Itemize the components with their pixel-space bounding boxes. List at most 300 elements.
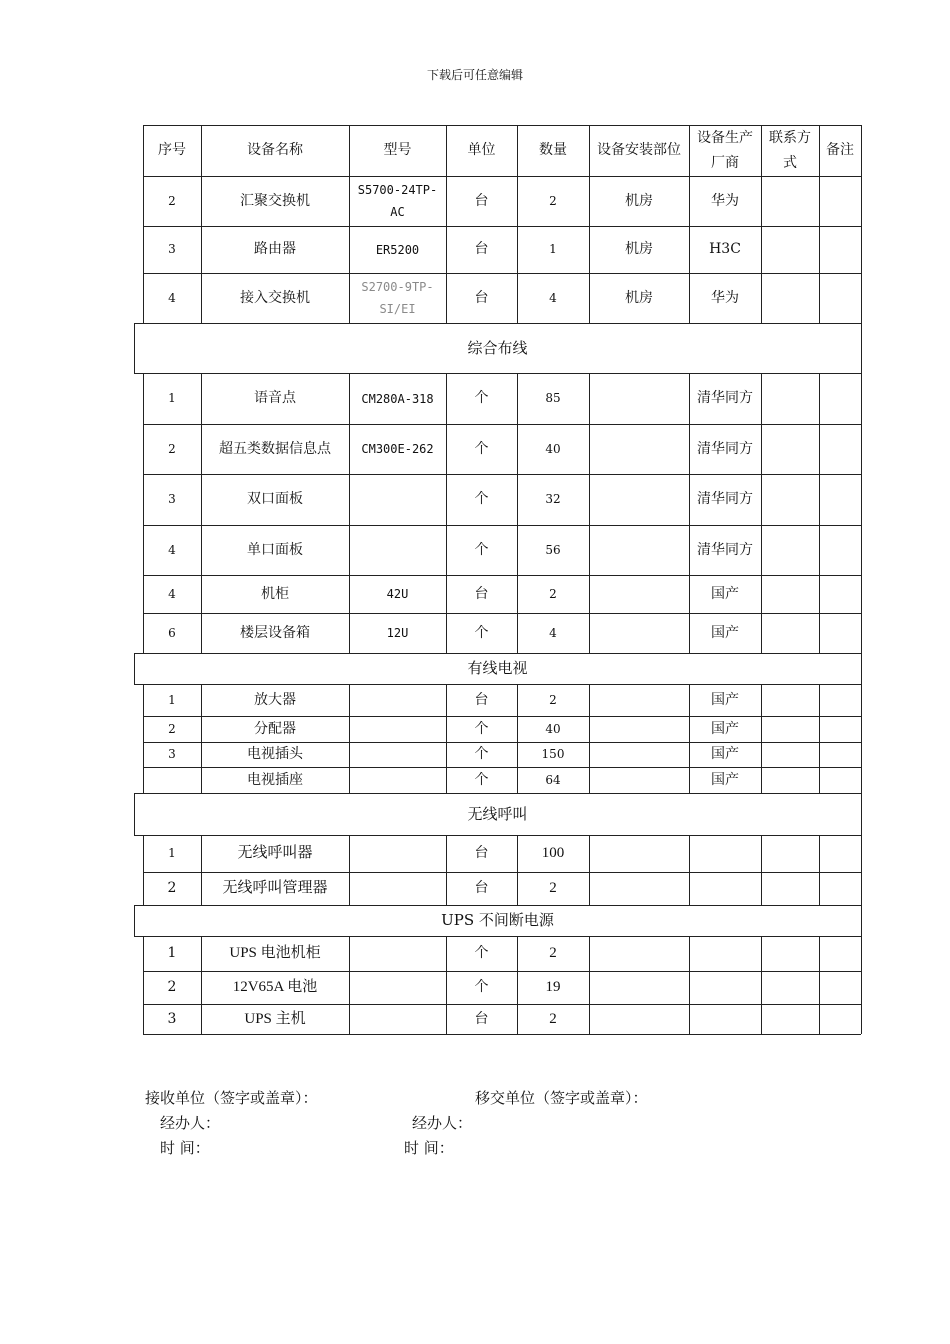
table-cell-model: S5700-24TP-AC [357,183,438,219]
table-cell-maker: 国产 [711,624,739,641]
table-cell-qty: 56 [545,542,561,557]
column-header: 备注 [826,142,854,158]
table-cell-qty: 85 [545,391,561,405]
table-cell-maker [689,1004,761,1034]
handler-label-receiver: 经办人： [160,1114,221,1132]
table-rule [861,226,862,273]
table-rule [819,424,820,474]
table-cell-model [349,525,446,575]
table-rule [446,474,447,525]
table-rule [819,176,820,226]
table-cell-model: S2700-9TP-SI/EI [361,280,434,316]
table-cell-maker: 国产 [711,585,739,602]
table-rule [861,716,862,742]
table-cell-maker [689,835,761,872]
table-cell-name: 无线呼叫器 [237,845,313,861]
column-header: 序号 [158,142,186,158]
table-rule [689,424,690,474]
table-rule [349,971,350,1004]
table-cell-loc [589,835,689,872]
table-rule [761,684,762,716]
table-cell-unit: 个 [474,491,489,507]
table-cell-no: 3 [168,492,176,506]
table-rule [689,125,690,176]
table-rule [589,767,590,793]
table-rule [143,684,144,716]
table-rule [819,936,820,971]
column-header: 联系方式 [769,129,811,171]
table-rule [517,1004,518,1034]
table-cell-loc [589,971,689,1004]
time-label-transfer: 时 间： [404,1139,454,1157]
table-rule [861,653,862,684]
table-rule [446,971,447,1004]
table-rule [689,716,690,742]
table-rule [143,872,144,905]
table-cell-maker: 清华同方 [697,491,753,507]
table-cell-maker: 国产 [711,746,739,762]
table-cell-maker: 国产 [711,691,739,708]
table-rule [446,767,447,793]
table-rule [201,613,202,653]
table-rule [143,125,861,126]
table-rule [819,575,820,613]
table-rule [517,525,518,575]
table-rule [819,716,820,742]
table-rule [819,373,820,424]
column-header: 单位 [467,142,496,158]
table-cell-qty: 40 [545,441,561,456]
table-rule [761,742,762,767]
table-cell-no: 1 [168,391,176,405]
table-rule [349,176,350,226]
table-cell-unit: 台 [474,1010,489,1027]
table-cell-loc [589,424,689,474]
table-rule [861,373,862,424]
table-rule [349,936,350,971]
table-rule [761,835,762,872]
table-rule [349,716,350,742]
table-rule [861,872,862,905]
table-cell-model [349,1004,446,1034]
table-rule [143,176,144,226]
table-rule [589,373,590,424]
table-cell-no: 4 [168,586,176,601]
table-rule [446,684,447,716]
table-cell-qty: 64 [545,772,561,787]
table-cell-name: 超五类数据信息点 [219,440,331,457]
table-rule [819,872,820,905]
table-cell-no: 1 [168,846,176,860]
table-cell-qty: 40 [545,721,561,736]
table-rule [349,226,350,273]
table-rule [761,613,762,653]
table-rule [589,125,590,176]
table-cell-unit: 台 [474,289,489,306]
table-rule [517,226,518,273]
table-cell-no: 3 [168,242,176,256]
table-rule [861,424,862,474]
table-rule [689,684,690,716]
table-rule [201,835,202,872]
table-rule [589,575,590,613]
table-rule [349,373,350,424]
table-cell-name: UPS 主机 [244,1010,306,1027]
table-cell-loc [589,716,689,742]
table-rule [589,1004,590,1034]
table-rule [761,767,762,793]
table-cell-name: 单口面板 [247,541,303,558]
table-rule [143,742,144,767]
table-cell-model: CM300E-262 [361,442,434,456]
table-rule [761,936,762,971]
table-cell-maker [689,872,761,905]
table-cell-loc [589,936,689,971]
table-rule [861,323,862,373]
table-cell-loc [589,742,689,767]
table-rule [446,1004,447,1034]
table-rule [143,373,144,424]
table-rule [349,742,350,767]
table-cell-unit: 台 [474,585,489,602]
table-rule [517,872,518,905]
table-rule [143,1034,861,1035]
table-rule [201,424,202,474]
table-rule [689,971,690,1004]
table-rule [349,684,350,716]
table-rule [446,742,447,767]
table-rule [446,273,447,323]
table-rule [134,653,135,684]
table-rule [689,226,690,273]
table-cell-maker: 华为 [711,289,739,306]
table-cell-name: 路由器 [254,241,296,257]
table-cell-no: 2 [168,193,176,208]
table-rule [201,684,202,716]
table-rule [861,936,862,971]
table-rule [761,474,762,525]
table-cell-name: UPS 电池机柜 [229,945,321,961]
table-rule [201,273,202,323]
table-cell-loc: 机房 [625,192,653,209]
column-header: 数量 [539,142,567,158]
table-cell-unit: 个 [474,390,489,406]
table-cell-unit: 个 [474,979,489,995]
table-rule [349,424,350,474]
table-rule [819,226,820,273]
table-rule [143,835,144,872]
table-cell-maker: H3C [709,241,741,257]
section-title: 有线电视 [467,659,528,677]
table-rule [143,936,144,971]
table-rule [861,793,862,835]
table-rule [143,613,144,653]
table-rule [761,971,762,1004]
table-rule [861,575,862,613]
table-rule [589,474,590,525]
table-cell-model [349,684,446,716]
table-cell-name: 电视插头 [247,746,303,762]
table-rule [517,575,518,613]
table-rule [589,273,590,323]
table-cell-qty: 100 [541,845,565,861]
table-rule [517,767,518,793]
table-rule [861,525,862,575]
table-cell-unit: 台 [474,691,489,708]
table-cell-unit: 个 [474,624,489,641]
table-rule [201,742,202,767]
table-rule [517,936,518,971]
table-cell-qty: 2 [549,1010,557,1027]
table-cell-name: 接入交换机 [240,289,310,306]
column-header: 设备安装部位 [597,142,681,158]
table-rule [819,971,820,1004]
table-cell-no: 4 [168,290,176,305]
table-rule [134,323,135,373]
table-rule [517,273,518,323]
table-cell-unit: 个 [474,945,489,961]
table-rule [819,835,820,872]
table-cell-no: 1 [167,945,177,961]
table-cell-loc [589,525,689,575]
section-title: UPS 不间断电源 [441,911,554,929]
table-rule [861,684,862,716]
table-rule [446,716,447,742]
table-cell-name: 汇聚交换机 [240,192,310,209]
table-rule [143,273,144,323]
table-rule [589,971,590,1004]
table-rule [201,767,202,793]
table-rule [861,1004,862,1034]
table-rule [861,742,862,767]
table-rule [689,936,690,971]
table-rule [143,226,144,273]
table-cell-qty: 2 [549,880,557,896]
table-rule [819,474,820,525]
table-rule [861,767,862,793]
table-rule [761,373,762,424]
table-rule [201,226,202,273]
table-cell-qty: 4 [549,625,557,640]
table-cell-model: 42U [386,587,409,601]
table-rule [143,575,144,613]
table-cell-model [349,971,446,1004]
table-cell-no: 6 [168,625,176,640]
table-rule [589,176,590,226]
section-title: 综合布线 [467,338,528,357]
table-cell-model [349,936,446,971]
table-rule [349,767,350,793]
table-rule [689,474,690,525]
table-cell-name: 楼层设备箱 [240,624,310,641]
table-rule [143,1004,144,1034]
table-rule [349,1004,350,1034]
table-rule [134,653,861,654]
table-rule [589,716,590,742]
table-rule [689,1004,690,1034]
table-rule [589,835,590,872]
table-cell-maker: 国产 [711,771,739,788]
table-rule [689,273,690,323]
table-rule [143,125,144,176]
table-rule [143,474,144,525]
table-rule [689,176,690,226]
table-rule [689,373,690,424]
table-rule [689,767,690,793]
table-rule [861,613,862,653]
table-cell-no: 2 [167,880,177,896]
table-rule [201,716,202,742]
table-rule [349,835,350,872]
table-rule [446,575,447,613]
table-cell-name: 机柜 [261,585,289,602]
table-cell-model [349,742,446,767]
table-rule [517,716,518,742]
table-cell-no: 2 [168,441,176,456]
table-rule [446,525,447,575]
table-rule [819,1004,820,1034]
table-cell-model: CM280A-318 [361,391,434,406]
table-cell-name: 12V65A 电池 [232,979,318,995]
table-rule [761,872,762,905]
table-cell-loc [589,684,689,716]
table-rule [517,424,518,474]
table-rule [201,1004,202,1034]
column-header: 设备名称 [247,142,303,158]
table-rule [819,525,820,575]
table-cell-model: 12U [386,626,409,640]
table-rule [201,373,202,424]
table-rule [761,716,762,742]
table-cell-loc [589,872,689,905]
table-rule [201,872,202,905]
table-rule [517,971,518,1004]
table-rule [861,176,862,226]
table-rule [589,613,590,653]
table-rule [201,525,202,575]
table-cell-unit: 个 [474,771,489,788]
table-rule [689,575,690,613]
table-cell-qty: 150 [541,747,565,761]
column-header: 设备生产厂商 [697,129,753,171]
table-cell-no: 2 [168,721,176,736]
table-rule [201,971,202,1004]
table-cell-model [349,835,446,872]
table-rule [589,226,590,273]
table-rule [589,872,590,905]
table-rule [761,525,762,575]
table-rule [689,835,690,872]
table-rule [446,125,447,176]
table-rule [517,835,518,872]
table-cell-loc: 机房 [625,241,653,257]
table-cell-name: 无线呼叫管理器 [222,880,328,896]
table-cell-maker: 清华同方 [697,541,753,558]
table-rule [517,125,518,176]
time-label-receiver: 时 间： [160,1139,210,1157]
table-rule [143,424,144,474]
table-cell-loc: 机房 [625,289,653,306]
table-rule [517,742,518,767]
table-cell-qty: 19 [545,979,561,995]
table-rule [689,525,690,575]
table-rule [861,273,862,323]
table-cell-model [349,767,446,793]
table-cell-loc [589,1004,689,1034]
table-rule [589,525,590,575]
column-header: 型号 [383,142,412,158]
table-rule [689,742,690,767]
table-cell-loc [589,767,689,793]
table-rule [143,716,144,742]
table-rule [201,176,202,226]
table-rule [349,575,350,613]
table-cell-model [349,716,446,742]
table-rule [517,474,518,525]
table-cell-qty: 32 [545,492,561,506]
table-rule [201,936,202,971]
table-rule [349,474,350,525]
table-rule [349,872,350,905]
table-cell-no: 3 [167,1010,177,1027]
table-rule [861,905,862,936]
table-rule [143,971,144,1004]
table-rule [349,125,350,176]
table-rule [819,125,820,176]
table-rule [201,125,202,176]
table-cell-name: 放大器 [254,691,296,708]
table-rule [517,684,518,716]
table-cell-maker [689,971,761,1004]
table-rule [446,936,447,971]
table-cell-no: 3 [168,747,176,761]
table-cell-name: 分配器 [254,720,296,737]
table-cell-qty: 2 [549,586,557,601]
table-rule [143,767,144,793]
header-note: 下载后可任意编辑 [426,68,523,82]
handler-label-transfer: 经办人： [412,1114,473,1132]
table-cell-model [349,474,446,525]
table-rule [517,373,518,424]
table-cell-unit: 个 [474,746,489,762]
table-rule [861,125,862,176]
table-rule [446,835,447,872]
table-rule [761,226,762,273]
table-cell-no: 1 [168,692,176,707]
table-rule [761,176,762,226]
table-cell-name: 语音点 [254,390,296,406]
table-rule [589,684,590,716]
table-rule [134,793,861,794]
table-rule [134,323,861,324]
table-cell-qty: 4 [549,290,557,305]
table-cell-loc [589,474,689,525]
table-rule [761,125,762,176]
table-rule [689,872,690,905]
table-rule [761,575,762,613]
table-rule [819,613,820,653]
table-cell-loc [589,575,689,613]
table-rule [761,273,762,323]
table-cell-qty: 1 [549,242,557,256]
table-cell-unit: 个 [474,720,489,737]
table-cell-qty: 2 [549,945,557,961]
table-rule [349,273,350,323]
table-cell-name: 电视插座 [247,771,303,788]
section-title: 无线呼叫 [467,804,528,823]
table-cell-no: 4 [168,542,176,557]
table-rule [446,226,447,273]
